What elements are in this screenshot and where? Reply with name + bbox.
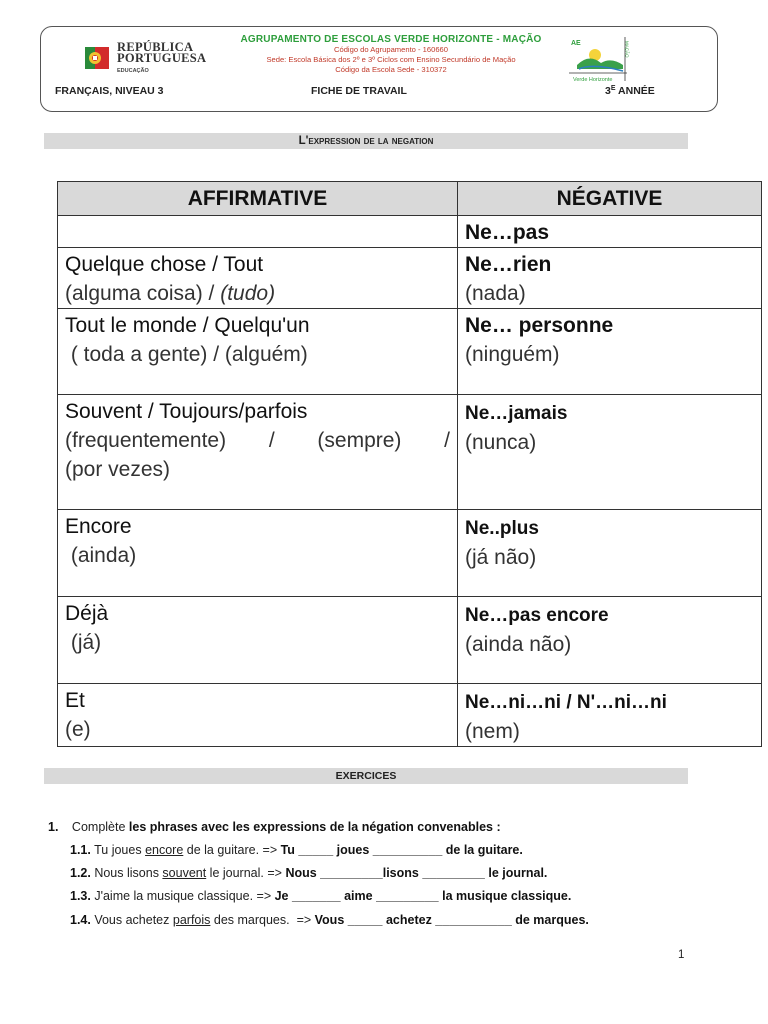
negative-translation: (nem) xyxy=(465,720,520,743)
table-row xyxy=(58,309,762,395)
year-superscript: E xyxy=(610,85,616,92)
negation-table xyxy=(57,181,762,747)
affirmative-cell xyxy=(58,248,458,309)
republica-portuguesa-logo xyxy=(83,41,243,81)
portuguese-emblem-icon xyxy=(83,41,111,75)
table-row xyxy=(58,684,762,747)
table-row xyxy=(58,510,762,597)
portuguese-translation-line1: (frequentemente) / (sempre) / xyxy=(65,429,450,452)
item-sentence: J'aime la musique classique. xyxy=(90,889,257,903)
negative-cell xyxy=(458,216,762,248)
negative-translation: (já não) xyxy=(465,546,537,569)
item-underlined-word: parfois xyxy=(172,913,211,927)
table-row xyxy=(58,248,762,309)
exercise-item xyxy=(70,889,571,903)
exercise-number: 1. xyxy=(48,820,59,834)
school-code: Código do Agrupamento - 160660 xyxy=(334,45,448,54)
instruction-end: : xyxy=(492,820,501,834)
affirmative-form: Encore xyxy=(65,515,132,538)
year-word: ANNÉE xyxy=(615,85,655,97)
school-name: AGRUPAMENTO DE ESCOLAS VERDE HORIZONTE - MAÇÃO xyxy=(240,34,542,45)
table-row xyxy=(58,216,762,248)
educacao-text: EDUCAÇÃO xyxy=(117,68,149,74)
affirmative-cell xyxy=(58,395,458,510)
translation-part: (alguma coisa) / xyxy=(65,282,221,305)
affirmative-form: Souvent / Toujours/parfois xyxy=(65,400,308,423)
affirmative-form: Et xyxy=(65,689,85,712)
portuguese-translation: ( toda a gente) / (alguém) xyxy=(65,343,308,366)
negative-form: Ne…jamais xyxy=(465,403,568,424)
negative-cell xyxy=(458,597,762,684)
document-header xyxy=(40,26,718,112)
item-answer: Tu _____ joues __________ de la guitare. xyxy=(280,843,523,857)
item-underlined-word: souvent xyxy=(162,866,207,880)
negative-translation: (nunca) xyxy=(465,431,537,454)
portuguese-translation-line2: (por vezes) xyxy=(65,458,171,481)
school-seat-code: Código da Escola Sede - 310372 xyxy=(335,65,447,74)
verde-horizonte-logo xyxy=(569,35,633,85)
item-arrow: => xyxy=(256,889,275,903)
portuguese-translation: (já) xyxy=(65,631,102,654)
course-level: FRANÇAIS, NIVEAU 3 xyxy=(55,85,164,97)
affirmative-form: Quelque chose / Tout xyxy=(65,253,264,276)
affirmative-cell xyxy=(58,309,458,395)
negative-translation: (nada) xyxy=(465,282,526,305)
negative-form: Ne..plus xyxy=(465,518,539,539)
affirmative-cell xyxy=(58,510,458,597)
negative-cell xyxy=(458,248,762,309)
logo-ae-text: AE xyxy=(571,40,581,47)
item-arrow: => xyxy=(267,866,286,880)
negative-form: Ne…rien xyxy=(465,253,552,276)
item-sentence: Tu joues xyxy=(90,843,146,857)
table-row xyxy=(58,597,762,684)
negative-form: Ne…ni…ni / N'…ni…ni xyxy=(465,692,667,713)
portuguese-translation: (ainda) xyxy=(65,544,137,567)
negative-form: Ne…pas encore xyxy=(465,605,609,626)
translation-italic: (tudo) xyxy=(220,282,276,305)
negative-cell xyxy=(458,684,762,747)
page-number: 1 xyxy=(678,949,685,961)
item-arrow: => xyxy=(296,913,315,927)
item-sentence-end: des marques. xyxy=(210,913,297,927)
item-sentence-end: de la guitare. xyxy=(183,843,263,857)
year-number: 3 xyxy=(605,85,611,97)
affirmative-cell xyxy=(58,216,458,248)
item-sentence-end: le journal. xyxy=(206,866,268,880)
exercise-instruction xyxy=(48,820,501,834)
negative-form: Ne…pas xyxy=(465,221,550,244)
portuguese-translation: (e) xyxy=(65,718,91,741)
table-header-row xyxy=(58,182,762,216)
item-answer: Je _______ aime _________ la musique classique. xyxy=(274,889,572,903)
school-seat: Sede: Escola Básica dos 2º e 3º Ciclos com Ensino Secundário de Mação xyxy=(266,55,516,64)
school-info xyxy=(221,35,561,75)
instruction-plain: Complète xyxy=(71,820,129,834)
negative-translation: (ainda não) xyxy=(465,633,572,656)
item-sentence: Nous lisons xyxy=(90,866,163,880)
negative-form: Ne… personne xyxy=(465,314,614,337)
affirmative-form: Tout le monde / Quelqu'un xyxy=(65,314,310,337)
item-arrow: => xyxy=(262,843,281,857)
item-answer: Nous _________lisons _________ le journal. xyxy=(285,866,548,880)
logo-vertical-text: MAÇÃO xyxy=(624,41,630,58)
negative-cell xyxy=(458,309,762,395)
portuguese-translation xyxy=(65,279,450,308)
worksheet-label: FICHE DE TRAVAIL xyxy=(311,85,407,97)
affirmative-cell xyxy=(58,684,458,747)
item-number: 1.4. xyxy=(70,913,91,927)
negative-cell xyxy=(458,510,762,597)
negative-translation: (ninguém) xyxy=(465,343,560,366)
exercise-item xyxy=(70,843,523,857)
school-year xyxy=(605,85,655,97)
affirmative-form: Déjà xyxy=(65,602,109,625)
republica-text: REPÚBLICA xyxy=(117,40,194,54)
exercise-item xyxy=(70,866,547,880)
affirmative-cell xyxy=(58,597,458,684)
item-answer: Vous _____ achetez ___________ de marques. xyxy=(314,913,589,927)
section-title: L'expression de la negation xyxy=(44,133,688,149)
item-sentence: Vous achetez xyxy=(90,913,173,927)
negative-cell xyxy=(458,395,762,510)
item-underlined-word: encore xyxy=(145,843,184,857)
table-row xyxy=(58,395,762,510)
logo-caption: Verde Horizonte xyxy=(573,77,613,83)
affirmative-header: AFFIRMATIVE xyxy=(58,182,458,216)
negative-header: NÉGATIVE xyxy=(458,182,762,216)
item-number: 1.3. xyxy=(70,889,91,903)
exercises-title: EXERCICES xyxy=(44,768,688,784)
portuguesa-text: PORTUGUESA xyxy=(117,51,207,65)
instruction-bold: les phrases avec les expressions de la négation convenables xyxy=(128,820,493,834)
item-number: 1.2. xyxy=(70,866,91,880)
exercise-item xyxy=(70,913,589,927)
item-number: 1.1. xyxy=(70,843,91,857)
